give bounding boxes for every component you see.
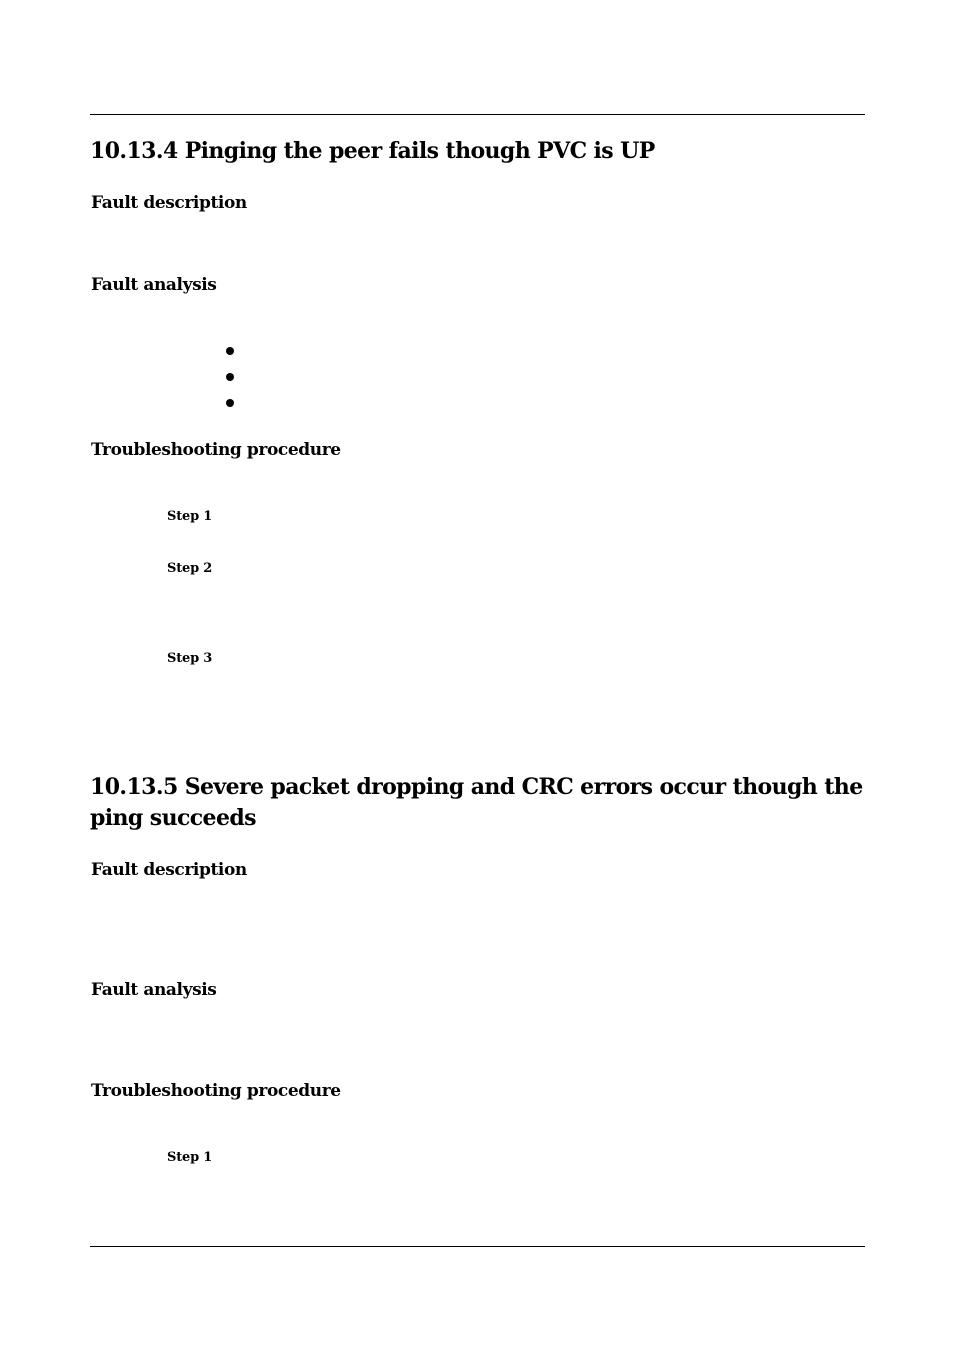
step-label: Step 1 bbox=[167, 509, 213, 524]
fault-description-heading: Fault description bbox=[91, 860, 247, 880]
section-heading-10-13-5: 10.13.5 Severe packet dropping and CRC errors occur though the ping succeeds bbox=[90, 774, 863, 831]
step-label: Step 1 bbox=[167, 1150, 213, 1165]
fault-analysis-heading: Fault analysis bbox=[91, 275, 217, 295]
bullet-icon bbox=[226, 399, 234, 407]
footer-rule bbox=[90, 1246, 865, 1247]
troubleshooting-procedure-heading: Troubleshooting procedure bbox=[91, 440, 341, 460]
bullet-icon bbox=[226, 373, 234, 381]
bullet-icon bbox=[226, 347, 234, 355]
fault-description-heading: Fault description bbox=[91, 193, 247, 213]
troubleshooting-procedure-heading: Troubleshooting procedure bbox=[91, 1081, 341, 1101]
step-label: Step 3 bbox=[167, 651, 213, 666]
fault-analysis-heading: Fault analysis bbox=[91, 980, 217, 1000]
section-heading-10-13-4: 10.13.4 Pinging the peer fails though PVC is UP bbox=[90, 138, 655, 164]
step-label: Step 2 bbox=[167, 561, 213, 576]
header-rule bbox=[90, 114, 865, 115]
